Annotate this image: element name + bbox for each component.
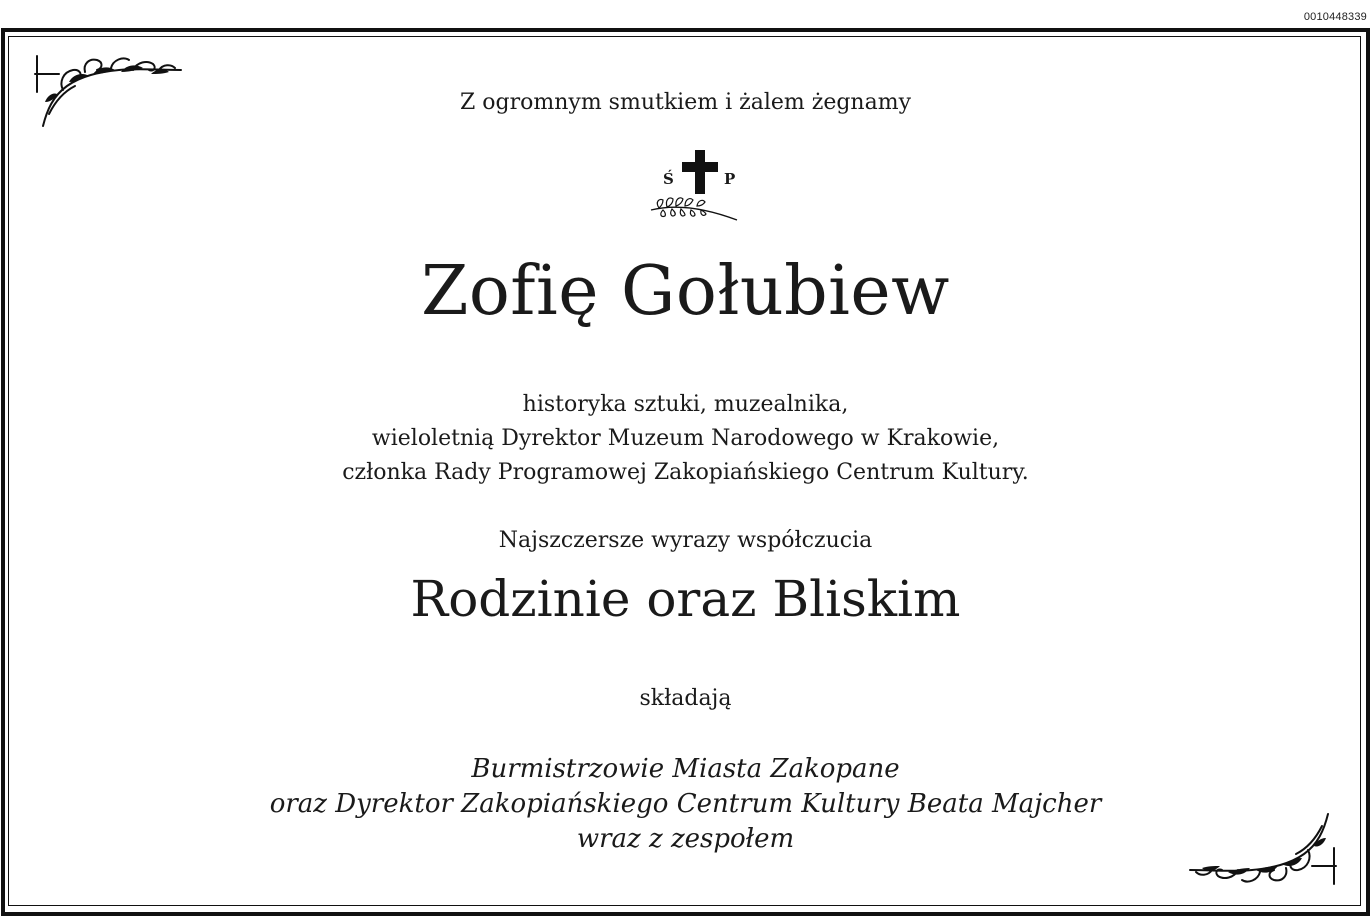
deceased-role-line: historyka sztuki, muzealnika, [522, 392, 849, 417]
symbol-letter-right: P [724, 170, 736, 188]
symbol-letter-left: Ś [663, 170, 674, 188]
deceased-role-line: członka Rady Programowej Zakopiańskiego Centrum Kultury. [342, 460, 1029, 485]
condolence-line: Najszczersze wyrazy współczucia [498, 528, 873, 553]
deceased-role-line: wieloletnią Dyrektor Muzeum Narodowego w Krakowie, [371, 426, 1000, 451]
deceased-name: Zofię Gołubiew [421, 252, 950, 331]
condolence-recipients: Rodzinie oraz Bliskim [410, 570, 961, 628]
intro-text: Z ogromnym smutkiem i żalem żegnamy [460, 90, 911, 115]
condolence-verb: składają [639, 686, 732, 711]
ad-id-number: 0010448339 [1303, 11, 1367, 23]
signer-line: oraz Dyrektor Zakopiańskiego Centrum Kultury Beata Majcher [269, 789, 1102, 819]
signer-line: Burmistrzowie Miasta Zakopane [471, 754, 900, 784]
laurel-branch-icon [645, 148, 745, 228]
memorial-symbol [645, 148, 745, 228]
signer-line: wraz z zespołem [576, 824, 795, 854]
